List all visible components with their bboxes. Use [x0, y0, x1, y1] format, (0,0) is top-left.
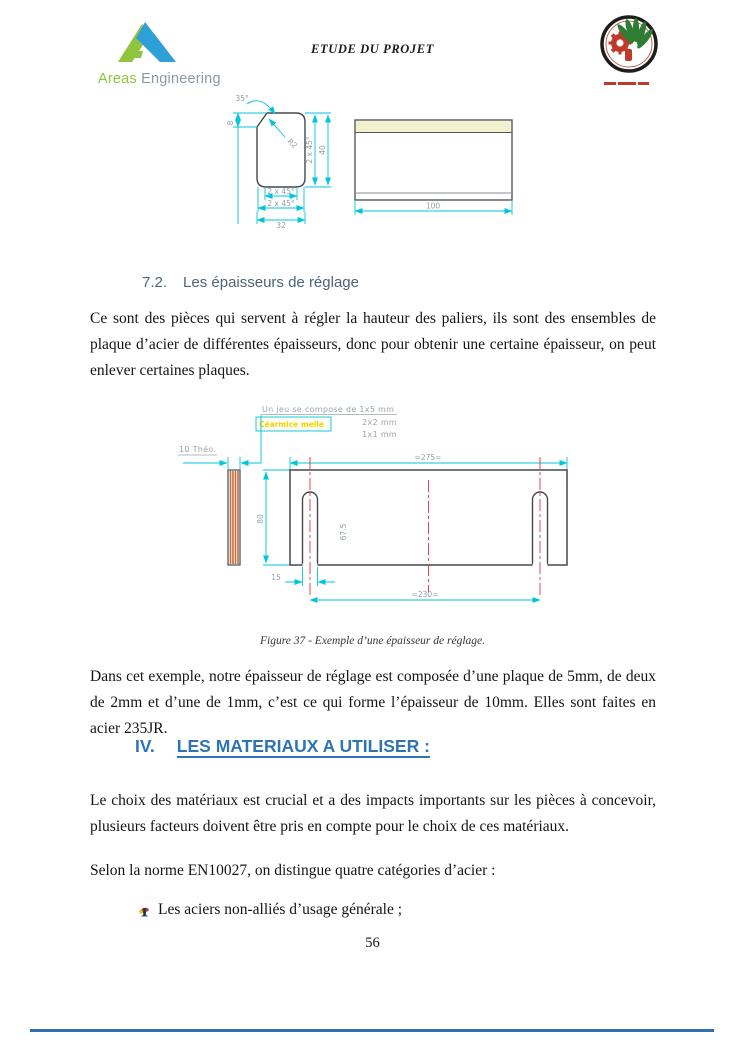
note-line-1: Un jeu se compose de 1x5 mm: [262, 405, 395, 414]
section-4-number: IV.: [135, 736, 155, 756]
dim-chamfer-height: 8: [226, 120, 235, 126]
dim-height-80: 80: [256, 514, 265, 524]
paragraph-1: Ce sont des pièces qui servent à régler la hauteur des paliers, ils sont des ensembles de plaque d’acier de différentes épaisseurs, donc pour obtenir une certaine épaisseur, on peut enlever certaines plaques.: [90, 310, 656, 379]
institute-logo-caption: [598, 82, 660, 100]
page-number: 56: [365, 935, 380, 951]
note-line-3: 1x1 mm: [362, 430, 397, 439]
side-view: [355, 120, 512, 200]
footer-rule: [30, 1029, 714, 1032]
institute-logo-icon: [598, 13, 660, 75]
company-name: [98, 71, 228, 87]
profile-outline: [257, 113, 305, 187]
company-name-accent: Areas: [98, 71, 137, 87]
profile-drawing: [225, 88, 535, 230]
paragraph-3: Le choix des matériaux est crucial et a des impacts importants sur les pièces à concevoir, plusieurs facteurs doivent être pris en compte pour le choix de ces matériaux.: [90, 792, 656, 835]
section-heading-7-2: [142, 274, 359, 291]
paragraph-4: Selon la norme EN10027, on distingue quatre catégories d’acier :: [90, 862, 496, 879]
dim-chamfer-bottom-2: 2 x 45°: [267, 199, 295, 208]
list-item-text: Les aciers non-alliés d’usage générale ;: [158, 901, 403, 918]
paragraph-2: Dans cet exemple, notre épaisseur de réglage est composée d’une plaque de 5mm, de deux de 2mm et d’une de 1mm, c’est ce qui forme l’épaisseur de 10mm. Elles sont faites en acier 235JR.: [90, 668, 656, 737]
list-item: [138, 901, 402, 919]
shim-stack-side-view: [228, 470, 240, 565]
page-header-title: ETUDE DU PROJET: [311, 42, 434, 56]
figure-caption: Figure 37 - Exemple d’une épaisseur de réglage.: [259, 635, 486, 647]
dim-length: 100: [425, 201, 441, 211]
institute-logo: [598, 13, 660, 100]
dim-slot-width: 15: [271, 573, 281, 582]
dim-theoretical-label: 10 Théo.: [179, 445, 217, 454]
wingding-bullet-icon: [138, 905, 151, 919]
section-title: Les épaisseurs de réglage: [183, 274, 359, 291]
dim-chamfer-right: 2 x 45°: [305, 136, 314, 164]
note-line-2: 2x2 mm: [362, 418, 397, 427]
dim-width-bottom: =230=: [411, 590, 439, 599]
dim-radius: R2: [285, 136, 300, 151]
company-name-rest: Engineering: [136, 71, 221, 87]
section-heading-4: [135, 736, 430, 757]
dim-slot-depth: 67.5: [339, 523, 348, 541]
dim-angle: 35°: [235, 94, 249, 103]
dim-chamfer-bottom-1: 2 x 45°: [267, 187, 295, 196]
figure-37-drawing: [175, 400, 575, 615]
section-4-title: LES MATERIAUX A UTILISER :: [176, 736, 430, 756]
section-number: 7.2.: [142, 274, 168, 291]
dim-width: 32: [276, 221, 286, 230]
dim-width-top: =275=: [414, 453, 442, 462]
note-highlight: Céarmice melle: [259, 420, 325, 429]
dim-height: 40: [318, 145, 327, 155]
